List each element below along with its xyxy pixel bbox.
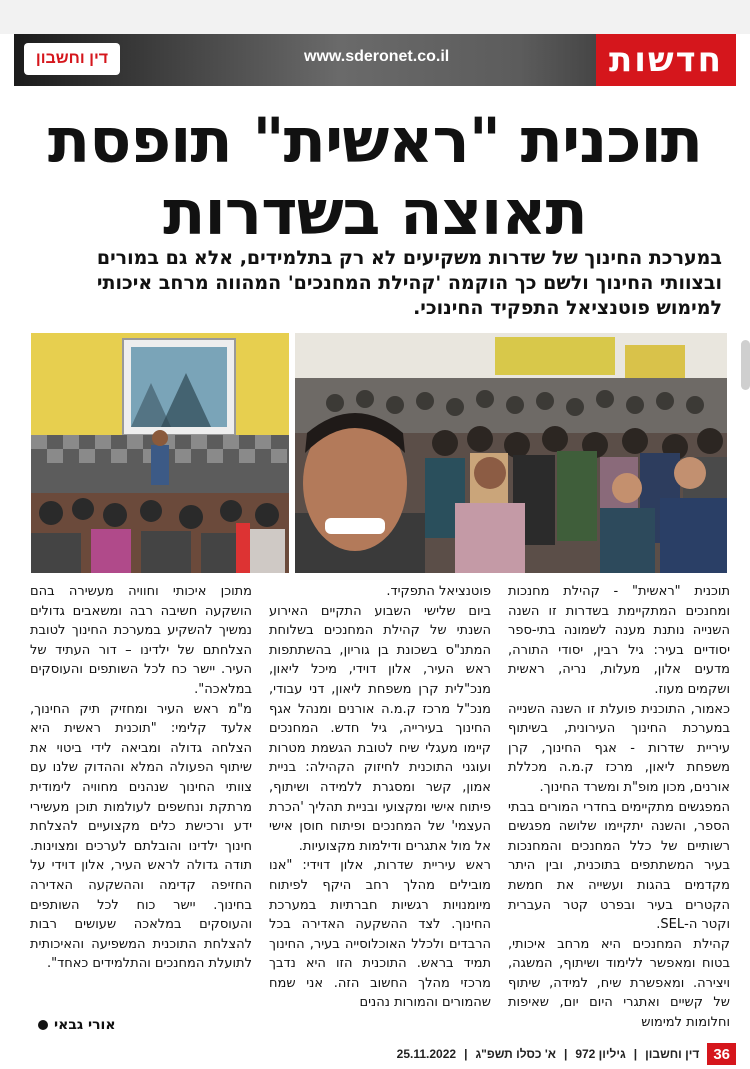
paragraph: כאמור, התוכנית פועלת זו השנה השנייה במערכת החינוך העירונית, בשיתוף עיריית שדרות - אגף החינוך, קרן משפחת ליאון, מרכז ק.מ.ה מכללת אורנים, מכון מופ"ת ומשרד החינוך. xyxy=(508,701,730,795)
headline-line-1: תוכנית "ראשית" תופסת xyxy=(47,104,703,177)
column-1 xyxy=(508,582,730,1033)
paragraph: מ"מ ראש העיר ומחזיק תיק החינוך, אלעד קלימי: "תוכנית ראשית היא הצלחה גדולה ומביאה לידי ביטוי את שיתוף הפעולה המלא וההדוק שלנו עם צוותי החינוך שנהנים מחוויה לימודית מרתקת ונחשפים לעולמות תוכן מעשירי ידע ורכישת כלים מקצועיים להצלחת חינוך ילדינו והובלתם לערכים ומצוינות. תודה גדולה לראש העיר, אלון דוידי על החזיפה קדימה וההשקעה האדירה בחינוך. יישר כוח לכל השותפים והעוסקים במלאכה שעושים רבות להצלחת התוכנית המשפיעה והאיכותית לתועלת המחנכים והתלמידים כאחד". xyxy=(30,701,252,972)
byline xyxy=(38,1017,116,1033)
subheadline: במערכת החינוך של שדרות משקיעים לא רק בתלמידים, אלא גם במורים ובצוותי החינוך ולשם כך הוקמה 'קהילת המחנכים' המהווה מרחב איכותי למימוש פוטנציאל התפקיד החינוכי. xyxy=(96,247,722,319)
headline-line-2: תאוצה בשדרות xyxy=(163,176,587,249)
photo-selfie-audience xyxy=(295,333,727,573)
site-url[interactable]: www.sderonet.co.il xyxy=(304,48,450,65)
bullet-icon xyxy=(38,1020,48,1030)
page-header xyxy=(14,34,736,86)
footer-separator: | xyxy=(464,1047,468,1061)
footer-issue: גיליון 972 xyxy=(575,1047,626,1061)
paragraph: פוטנציאל התפקיד. xyxy=(386,584,491,599)
section-label: חדשות xyxy=(596,34,736,86)
publication-logo xyxy=(24,43,120,75)
footer-separator: | xyxy=(563,1047,568,1061)
top-band xyxy=(0,0,750,34)
footer-date: 25.11.2022 xyxy=(396,1047,457,1061)
paragraph: המפגשים מתקיימים בחדרי המורים בבתי הספר, והשנה יתקיימו שלושה מפגשים רשותיים של כלל המחנכים והמחנכות בעיר המשתתפים בתוכנית, ובין היתר מקדמים בהגות ועשייה את חמשת הקטרים בעיר ובפרט קטר העברית וקטר ה-SEL. xyxy=(508,799,730,933)
paragraph: מתוכן איכותי וחוויה מעשירה בהם הושקעה חשיבה רבה ומשאבים גדולים נמשיך להשקיע במערכת החינוך לטובת הצלחתם של ילדינו – דור העתיד של העיר. יישר כח לכל השותפים והעוסקים במלאכה". xyxy=(30,584,252,697)
byline-author: אורי גבאי xyxy=(54,1017,116,1033)
photo-presenter xyxy=(31,333,289,573)
footer-separator: | xyxy=(633,1047,638,1061)
column-2 xyxy=(269,582,491,1013)
headline xyxy=(30,105,720,249)
paragraph: קהילת המחנכים היא מרחב איכותי, בטוח ומאפשר ללימוד ושיתוף, המשגה, ויצירה. ומאפשרת שיח, למידה, שיתוף של קשיים ואתגרי היום יום, שאיפות וחלומות למימוש xyxy=(508,936,730,1031)
paragraph: תוכנית "ראשית" - קהילת מחנכות ומחנכים המתקיימת בשדרות זו השנה השנייה נותנת מענה לשמונה בתי-ספר יסודיים בעיר: גיל רבין, יסודי התורה, מדעים אלון, מעלות, נריה, ראשית ושקמים מעוז. xyxy=(508,584,730,697)
photo-selfie-illustration xyxy=(295,333,727,573)
footer-publication: דין וחשבון xyxy=(645,1047,700,1061)
page-footer xyxy=(14,1043,736,1065)
photo-presenter-illustration xyxy=(31,333,289,573)
scrollbar-handle[interactable] xyxy=(741,340,750,390)
paragraph: ראש עיריית שדרות, אלון דוידי: "אנו מובילים מהלך רחב היקף לפיתוח מיומנויות רגשיות חברתיות במערכת החינוך. לצד ההשקעה האדירה בכל הרבדים ולכלל האוכלוסייה בעיר, החינוך תמיד בראש. התוכנית הזו היא נדבך מרכזי מהלך החשוב הזה. אני שמח שהמורים והמורות נהנים xyxy=(269,858,491,1011)
column-3 xyxy=(30,582,252,974)
logo-text: דין וחשבון xyxy=(35,50,109,67)
paragraph: ביום שלישי השבוע התקיים האירוע השנתי של קהילת המחנכים בשלוחת המתנ"ס בשכונת בן גוריון, בהשתתפות ראש העיר, אלון דוידי, מיכל ליאון, מנכ"לית קרן משפחת ליאון, דני עבודי, מנכ"ל מרכז ק.מ.ה אורנים ומנהל אגף החינוך בעירייה, גיל חדש. המחנכים קיימו מעגלי שיח לטובת הגשמת מטרות ועוגני התוכנית לחיזוק הקהילה: בניית אמון, קשר ומסגרת ללמידה ושיתוף, פיתוח אישי ומקצועי ובניית תהליך 'הכרת העצמי' של המחנכים ופיתוח חוסן אישי אל מול אתגרים ודילמות מקצועיות. xyxy=(269,603,491,854)
footer-hebrew-date: א' כסלו תשפ"ג xyxy=(475,1047,556,1061)
page-number: 36 xyxy=(707,1043,736,1065)
